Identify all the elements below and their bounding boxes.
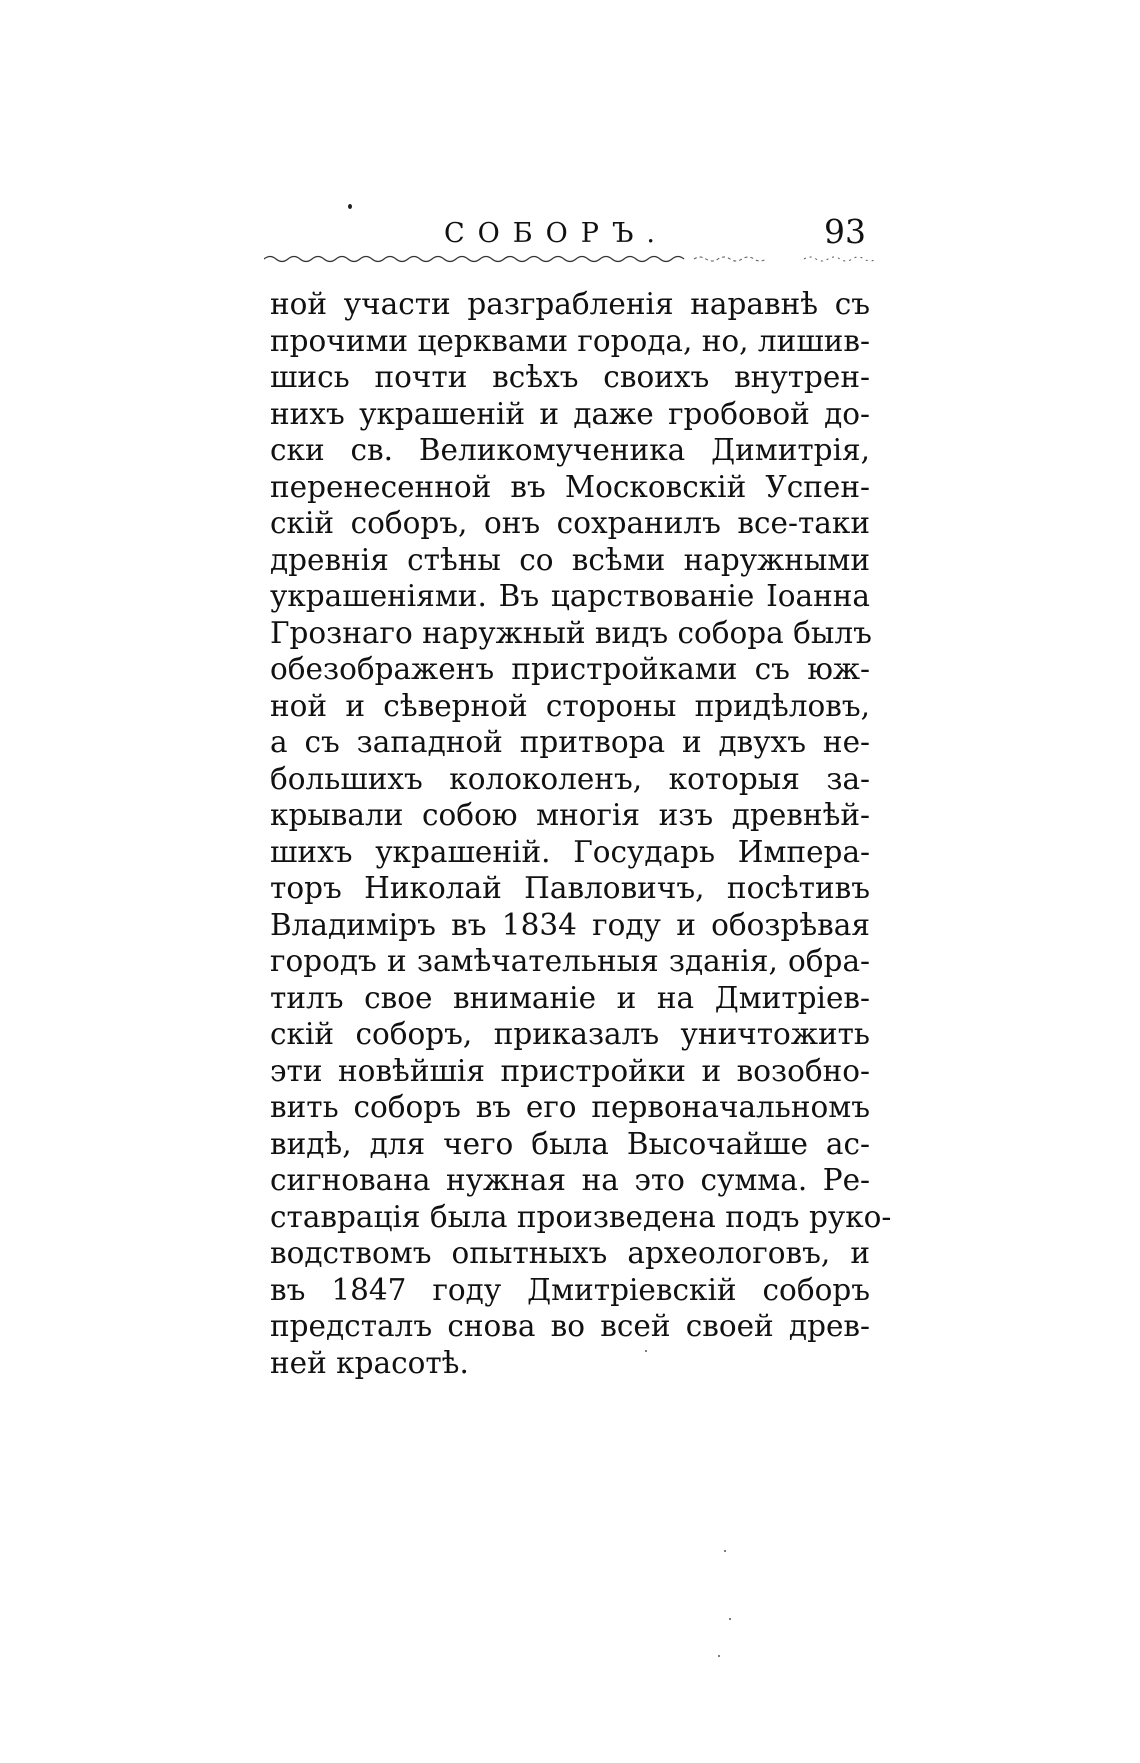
text-line: Владиміръ въ 1834 году и обозрѣвая — [270, 907, 870, 942]
text-line: большихъ колоколенъ, которыя за- — [270, 761, 870, 796]
text-line: скій соборъ, приказалъ уничтожить — [270, 1017, 870, 1051]
text-line: обезображенъ пристройками съ юж- — [270, 652, 870, 686]
text-line: Грознаго наружный видъ собора былъ — [270, 615, 872, 650]
text-line: водствомъ опытныхъ археологовъ, и — [270, 1236, 870, 1270]
text-line: а съ западной притвора и двухъ не- — [270, 725, 870, 759]
text-line: шись почти всѣхъ своихъ внутрен- — [270, 360, 870, 394]
running-title: СОБОРЪ. — [444, 218, 668, 249]
text-line: украшеніями. Въ царствованіе Іоанна — [270, 579, 870, 613]
text-line-last: ней красотѣ. — [270, 1345, 469, 1380]
running-head — [268, 214, 872, 254]
page-number: 93 — [824, 212, 866, 251]
text-line: въ 1847 году Дмитріевскій соборъ — [270, 1272, 870, 1307]
ink-speck — [645, 1350, 647, 1352]
text-line: видѣ, для чего была Высочайше ас- — [270, 1126, 870, 1161]
wavy-header-rule — [264, 253, 876, 265]
text-line: ной и сѣверной стороны придѣловъ, — [270, 688, 870, 723]
text-line: ставрація была произведена подъ руко- — [270, 1199, 892, 1234]
text-line: скій соборъ, онъ сохранилъ все-таки — [270, 506, 870, 540]
text-line: вить соборъ въ его первоначальномъ — [270, 1090, 870, 1124]
text-line: сигнована нужная на это сумма. Ре- — [270, 1163, 870, 1197]
text-line: предсталъ снова во всей своей древ- — [270, 1309, 870, 1343]
text-line: перенесенной въ Московскій Успен- — [270, 469, 870, 504]
text-line: шихъ украшеній. Государь Импера- — [270, 834, 870, 869]
ink-speck — [718, 1655, 720, 1657]
ink-speck — [729, 1618, 731, 1620]
text-line: эти новѣйшія пристройки и возобно- — [270, 1053, 870, 1088]
text-line: нихъ украшеній и даже гробовой до- — [270, 396, 870, 431]
ink-speck — [724, 1550, 726, 1552]
text-line: древнія стѣны со всѣми наружными — [270, 542, 870, 577]
text-line: торъ Николай Павловичъ, посѣтивъ — [270, 871, 870, 905]
body-text — [270, 286, 892, 1381]
text-line: ной участи разграбленія наравнѣ съ — [270, 287, 870, 321]
ink-speck — [348, 204, 352, 209]
text-line: ски св. Великомученика Димитрія, — [270, 433, 870, 467]
text-line: прочими церквами города, но, лишив- — [270, 323, 870, 358]
text-line: крывали собою многія изъ древнѣй- — [270, 798, 870, 832]
text-line: городъ и замѣчательныя зданія, обра- — [270, 944, 870, 978]
text-line: тилъ свое вниманіе и на Дмитріев- — [270, 980, 870, 1015]
